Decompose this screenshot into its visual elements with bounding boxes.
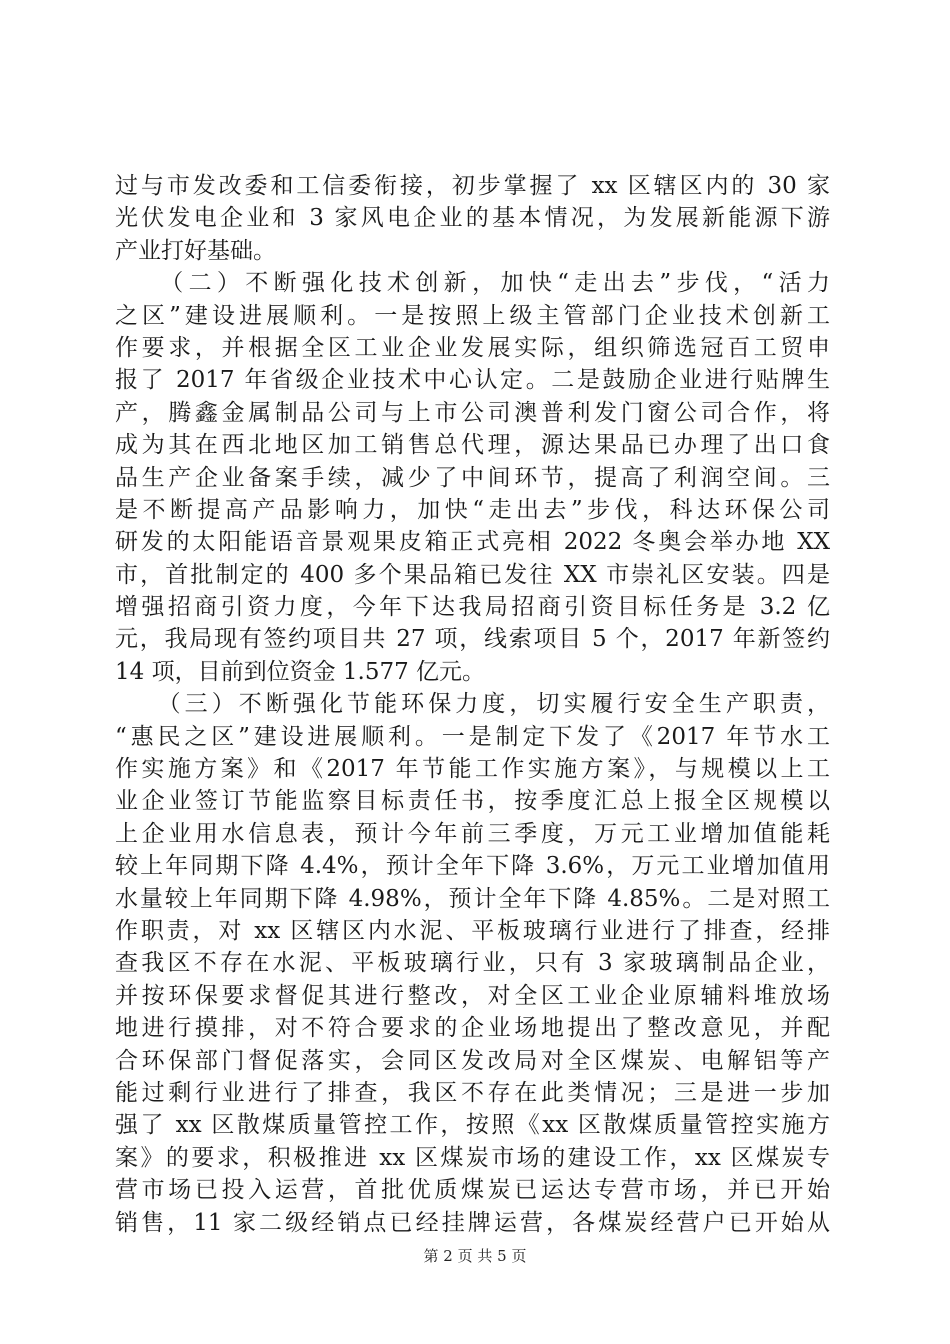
text-line: （三）不断强化节能环保力度，切实履行安全生产职责， (115, 691, 830, 718)
text-line: 过与市发改委和工信委衔接，初步掌握了 xx 区辖区内的 30 家 (115, 173, 830, 199)
text-line: 研发的太阳能语音景观果皮箱正式亮相 2022 冬奥会举办地 XX (115, 529, 830, 556)
text-line: 14 项，目前到位资金 1.577 亿元。 (115, 658, 486, 685)
text-line: 营市场已投入运营，首批优质煤炭已运达专营市场，并已开始 (115, 1177, 830, 1204)
text-line: 业企业签订节能监察目标责任书，按季度汇总上报全区规模以 (115, 788, 830, 815)
text-line: 作职责，对 xx 区辖区内水泥、平板玻璃行业进行了排查，经排 (115, 917, 830, 944)
text-line: 产业打好基础。 (115, 237, 276, 264)
text-line: 案》的要求，积极推进 xx 区煤炭市场的建设工作，xx 区煤炭专 (115, 1144, 830, 1171)
text-line: 作实施方案》和《2017 年节能工作实施方案》，与规模以上工 (115, 756, 830, 783)
document-body (115, 170, 830, 1239)
page-footer: 第 2 页 共 5 页 (423, 1247, 527, 1265)
text-line: 之区”建设进展顺利。一是按照上级主管部门企业技术创新工 (115, 302, 830, 329)
text-line: 并按环保要求督促其进行整改，对全区工业企业原辅料堆放场 (115, 982, 830, 1009)
text-line: 较上年同期下降 4.4%，预计全年下降 3.6%，万元工业增加值用 (115, 853, 830, 880)
text-line: 是不断提高产品影响力，加快“走出去”步伐，科达环保公司 (115, 496, 830, 523)
text-line: 成为其在西北地区加工销售总代理，源达果品已办理了出口食 (115, 432, 830, 459)
text-line: 元，我局现有签约项目共 27 项，线索项目 5 个，2017 年新签约 (115, 626, 830, 653)
text-line: 产，腾鑫金属制品公司与上市公司澳普利发门窗公司合作，将 (115, 399, 830, 426)
text-line: 报了 2017 年省级企业技术中心认定。二是鼓励企业进行贴牌生 (115, 367, 830, 394)
text-line: 增强招商引资力度，今年下达我局招商引资目标任务是 3.2 亿 (115, 594, 830, 621)
text-line: 地进行摸排，对不符合要求的企业场地提出了整改意见，并配 (115, 1015, 830, 1042)
text-line: 品生产企业备案手续，减少了中间环节，提高了利润空间。三 (115, 464, 830, 491)
text-line: 合环保部门督促落实，会同区发改局对全区煤炭、电解铝等产 (115, 1047, 830, 1074)
text-line: 能过剩行业进行了排查，我区不存在此类情况；三是进一步加 (115, 1079, 830, 1106)
text-line: “惠民之区”建设进展顺利。一是制定下发了《2017 年节水工 (115, 723, 830, 750)
text-line: 市，首批制定的 400 多个果品箱已发往 XX 市崇礼区安装。四是 (115, 561, 830, 588)
text-line: 作要求，并根据全区工业企业发展实际，组织筛选冠百工贸申 (115, 334, 830, 361)
text-line: 查我区不存在水泥、平板玻璃行业，只有 3 家玻璃制品企业， (115, 950, 830, 977)
text-line: 销售，11 家二级经销点已经挂牌运营，各煤炭经营户已开始从 (115, 1209, 830, 1236)
text-line: （二）不断强化技术创新，加快“走出去”步伐，“活力 (115, 270, 830, 297)
text-line: 水量较上年同期下降 4.98%，预计全年下降 4.85%。二是对照工 (115, 885, 830, 912)
text-line: 光伏发电企业和 3 家风电企业的基本情况，为发展新能源下游 (115, 205, 830, 232)
text-line: 上企业用水信息表，预计今年前三季度，万元工业增加值能耗 (115, 820, 830, 847)
text-line: 强了 xx 区散煤质量管控工作，按照《xx 区散煤质量管控实施方 (115, 1112, 830, 1139)
